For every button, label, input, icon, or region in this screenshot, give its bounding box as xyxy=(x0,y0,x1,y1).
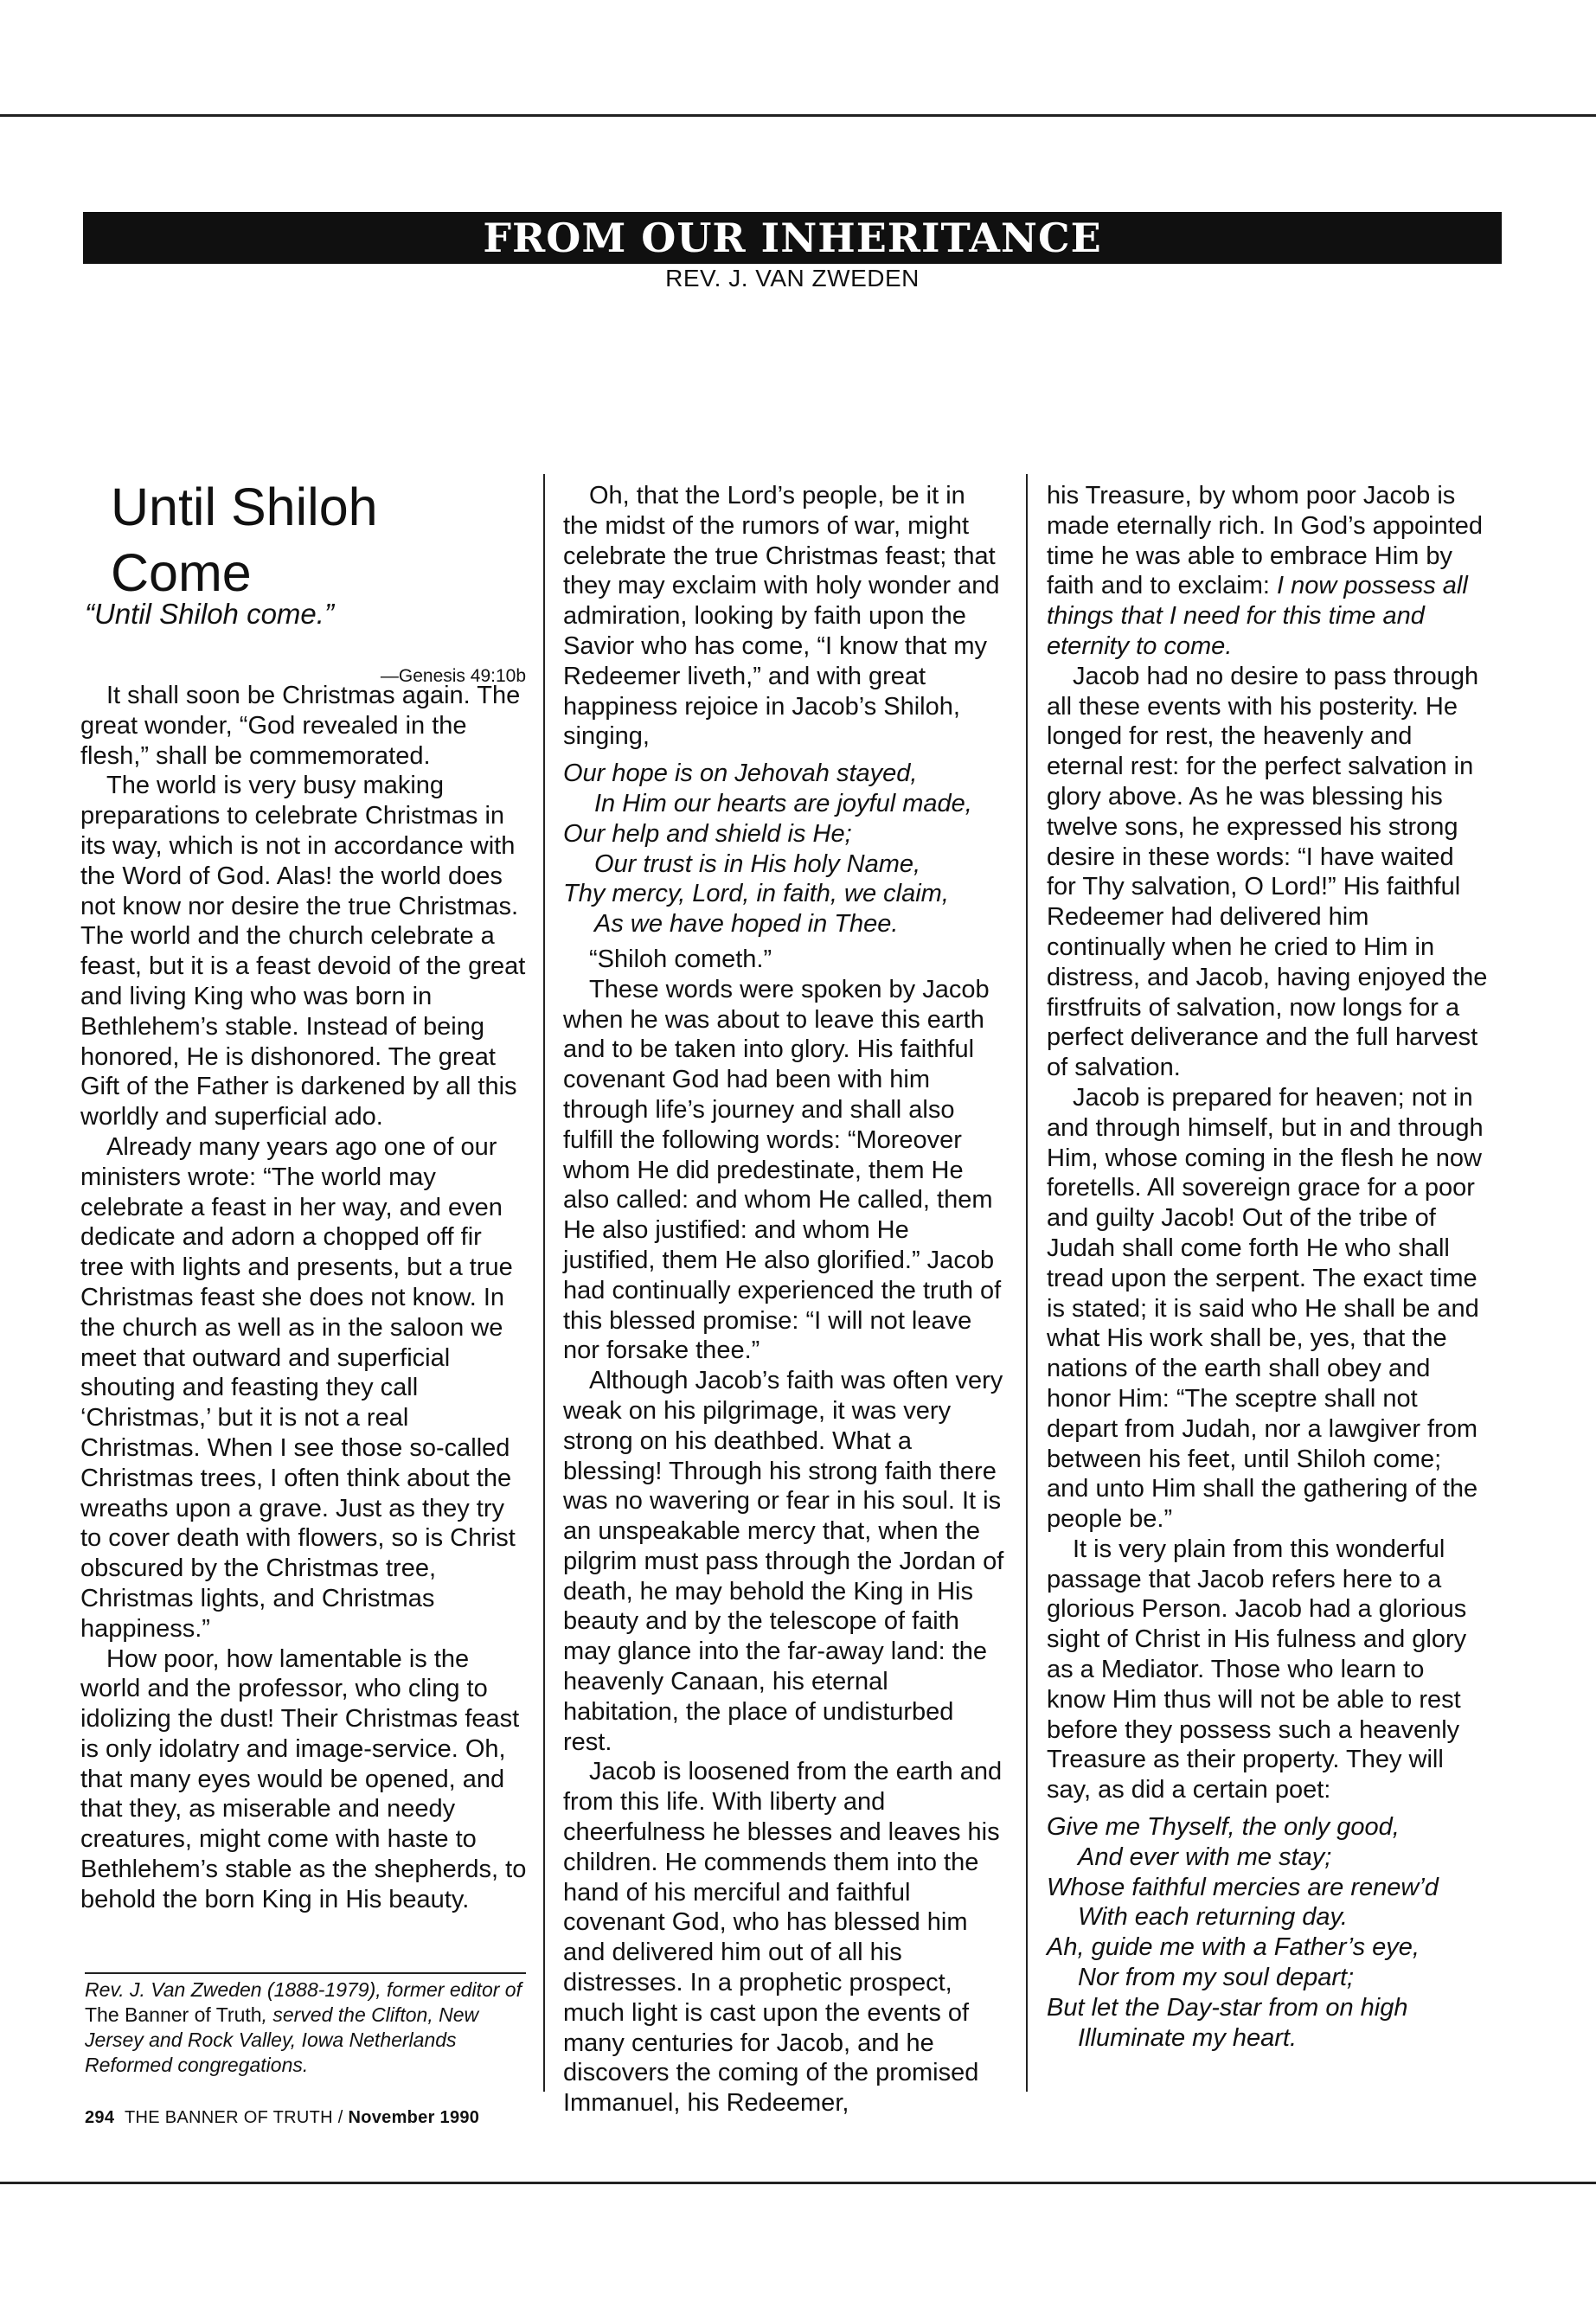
column-divider xyxy=(543,474,545,2092)
poem-line: Nor from my soul depart; xyxy=(1078,1964,1355,1992)
column-3 xyxy=(1047,481,1490,2058)
paragraph: Oh, that the Lord’s people, be it in the midst of the rumors of war, might celebrate the true Christmas feast; that they may exclaim with holy wonder and admiration, looking by faith upon the Savior who has come, “I know that my Redeemer liveth,” and with great happiness rejoice in Jacob’s Shiloh, singing, xyxy=(563,482,1000,751)
paragraph xyxy=(1047,481,1490,662)
footnote-text: Rev. J. Van Zweden (1888-1979), former editor of xyxy=(85,1978,522,2001)
epigraph: “Until Shiloh come.” xyxy=(85,598,334,630)
paragraph: It shall soon be Christmas again. The great wonder, “God revealed in the flesh,” shall be commemorated. xyxy=(80,682,521,770)
poem-line: And ever with me stay; xyxy=(1078,1843,1332,1871)
hymn-verse xyxy=(563,759,1006,939)
footnote-publication: The Banner of Truth xyxy=(85,2003,262,2026)
poem-line: Our trust is in His holy Name, xyxy=(594,849,921,878)
paragraph: Jacob had no desire to pass through all these events with his posterity. He longed for rest, the heavenly and eternal rest: for the perfect salvation in glory above. As he was blessing his twelve sons, he expressed his strong desire in these words: “I have waited for Thy salvation, O Lord!” His faithful Redeemer had delivered him continually when he cried to Him in distress, and Jacob, having enjoyed the firstfruits of salvation, now longs for a perfect deliverance and the full harvest of salvation. xyxy=(1047,662,1488,1082)
poem xyxy=(1047,1812,1490,2053)
poem-line: Our help and shield is He; xyxy=(563,819,852,848)
page-number: 294 xyxy=(85,2108,115,2127)
footnote-rule xyxy=(85,1972,526,1974)
issue-date: November 1990 xyxy=(348,2108,480,2127)
page-folio xyxy=(85,2108,479,2128)
paragraph: Already many years ago one of our ministers wrote: “The world may celebrate a feast in her way, and even dedicate and adorn a chopped off fir tree with lights and presents, but a true Christmas feast she does not know. In the church as well as in the saloon we meet that outward and superficial shouting and feasting they call ‘Christmas,’ but it is not a real Christmas. When I see those so-called Christmas trees, I often think about the wreaths upon a grave. Just as they try to cover death with flowers, so is Christ obscured by the Christmas tree, Christmas lights, and Christmas happiness.” xyxy=(80,1132,516,1643)
author-byline: REV. J. VAN ZWEDEN xyxy=(665,265,920,292)
poem-line: Illuminate my heart. xyxy=(1078,2023,1298,2052)
epigraph-reference: —Genesis 49:10b xyxy=(380,666,526,686)
paragraph: Although Jacob’s faith was often very weak on his pilgrimage, it was very strong on his deathbed. What a blessing! Through his strong faith there was no wavering or fear in his soul. It is an unspeakable mercy that, when the pilgrim must pass through the Jordan of death, he may behold the King in His beauty and by the telescope of faith may glance into the far-away land: the heavenly Canaan, his eternal habitation, the place of undisturbed rest. xyxy=(563,1367,1004,1756)
paragraph: “Shiloh cometh.” xyxy=(589,945,772,973)
paragraph: It is very plain from this wonderful passage that Jacob refers here to a glorious Person. Jacob had a glorious sight of Christ in His fulness and glory as a Mediator. Those who learn to know Him thus will not be able to rest before they possess such a heavenly Treasure as their property. They will say, as did a certain poet: xyxy=(1047,1535,1467,1804)
paragraph: Jacob is prepared for heaven; not in and through himself, but in and through Him, whose coming in the flesh he now foretells. All sovereign grace for a poor and guilty Jacob! Out of the tribe of Judah shall come forth He who shall tread upon the serpent. The exact time is stated; it is said who He shall be and what His work shall be, yes, that the nations of the earth shall obey and honor Him: “The sceptre shall not depart from Judah, nor a lawgiver from between his feet, until Shiloh come; and unto Him shall the gathering of the people be.” xyxy=(1047,1083,1484,1534)
bottom-page-rule xyxy=(0,2182,1596,2184)
poem-line: In Him our hearts are joyful made, xyxy=(594,789,972,817)
poem-line: Whose faithful mercies are renew’d xyxy=(1047,1873,1439,1901)
poem-line: Give me Thyself, the only good, xyxy=(1047,1813,1400,1842)
poem-line: As we have hoped in Thee. xyxy=(594,910,899,939)
poem-line: But let the Day-star from on high xyxy=(1047,1993,1408,2022)
column-2 xyxy=(563,481,1006,2118)
paragraph: How poor, how lamentable is the world and the professor, who cling to idolizing the dust! Their Christmas feast is only idolatry and image-service. Oh, that many eyes would be opened, and that they, as miserable and needy creatures, might come with haste to Bethlehem’s stable as the shepherds, to behold the born King in His beauty. xyxy=(80,1644,527,1913)
poem-line: Our hope is on Jehovah stayed, xyxy=(563,760,918,788)
column-divider xyxy=(1026,474,1028,2092)
column-1 xyxy=(80,681,527,1915)
poem-line: Thy mercy, Lord, in faith, we claim, xyxy=(563,880,949,908)
paragraph-text: his Treasure, by whom poor Jacob is made eternally rich. In God’s appointed time he was able to embrace Him by faith and to exclaim: xyxy=(1047,482,1484,600)
poem-line: Ah, guide me with a Father’s eye, xyxy=(1047,1933,1420,1962)
paragraph: Jacob is loosened from the earth and from this life. With liberty and cheerfulness he blesses and leaves his children. He commends them into the hand of his merciful and faithful covenant God, who has blessed him and delivered him out of all his distresses. In a prophetic prospect, much light is cast upon the events of many centuries for Jacob, and he discovers the coming of the promised Immanuel, his Redeemer, xyxy=(563,1758,1003,2118)
top-page-rule xyxy=(0,114,1596,117)
footnote-text: , served the Clifton, New Jersey and Rock Valley, Iowa Netherlands Reformed congregations. xyxy=(85,2003,479,2076)
section-banner: FROM OUR INHERITANCE xyxy=(83,212,1502,264)
paragraph: The world is very busy making preparations to celebrate Christmas in its way, which is not in accordance with the Word of God. Alas! the world does not know nor desire the true Christmas. The world and the church celebrate a feast, but it is a feast devoid of the great and living King who was born in Bethlehem’s stable. Instead of being honored, He is dishonored. The great Gift of the Father is darkened by all this worldly and superficial ado. xyxy=(80,772,526,1131)
poem-line: With each returning day. xyxy=(1078,1903,1348,1932)
article-title: Until Shiloh Come xyxy=(111,478,378,602)
paragraph: These words were spoken by Jacob when he was about to leave this earth and to be taken into glory. His faithful covenant God had been with him through life’s journey and shall also fulfill the following words: “Moreover whom He did predestinate, them He also called: and whom He called, them He also justified: and whom He justified, them He also glorified.” Jacob had continually experienced the truth of this blessed promise: “I will not leave nor forsake thee.” xyxy=(563,975,1002,1365)
author-footnote xyxy=(85,1977,531,2078)
italic-quote: I now possess all things that I need for this time and eternity to come. xyxy=(1047,572,1468,660)
publication-name: THE BANNER OF TRUTH / xyxy=(125,2108,343,2127)
